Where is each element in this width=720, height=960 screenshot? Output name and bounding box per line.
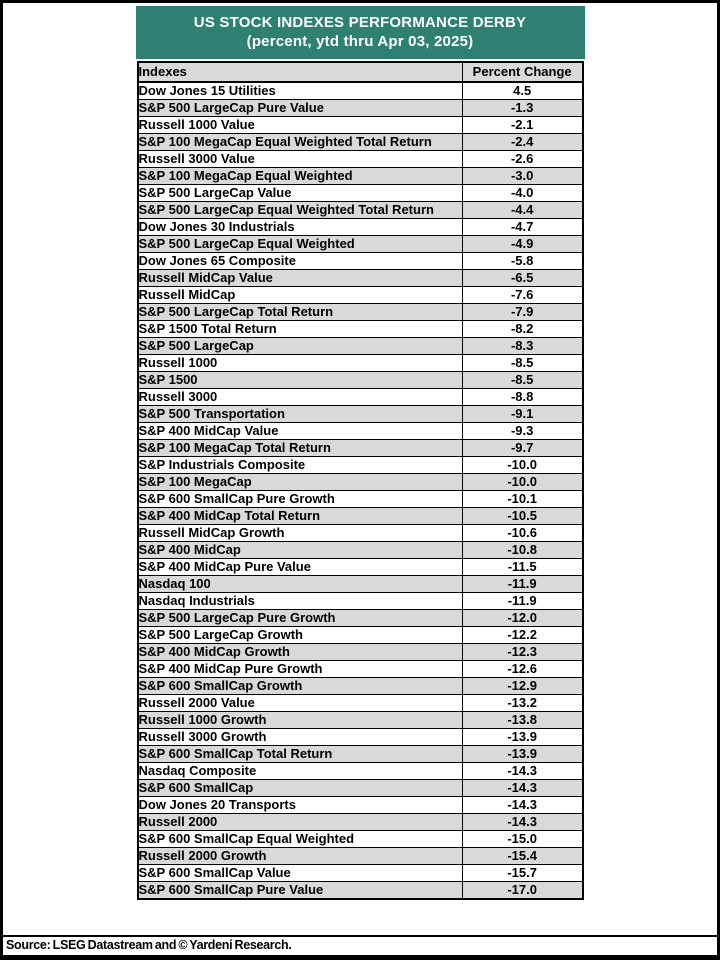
index-name-cell: S&P 500 LargeCap Equal Weighted Total Return xyxy=(138,202,463,219)
index-name-cell: S&P 1500 Total Return xyxy=(138,321,463,338)
table-row xyxy=(138,627,583,644)
table-row xyxy=(138,219,583,236)
table-row xyxy=(138,151,583,168)
percent-change-cell: -10.8 xyxy=(462,542,582,559)
index-name-cell: S&P 600 SmallCap Value xyxy=(138,865,463,882)
index-name-cell: S&P 500 Transportation xyxy=(138,406,463,423)
index-name-cell: S&P 1500 xyxy=(138,372,463,389)
index-name-cell: S&P 600 SmallCap xyxy=(138,780,463,797)
index-name-cell: Russell MidCap xyxy=(138,287,463,304)
table-row xyxy=(138,661,583,678)
table-row xyxy=(138,865,583,882)
percent-change-cell: -15.0 xyxy=(462,831,582,848)
table-row xyxy=(138,338,583,355)
page-subtitle: (percent, ytd thru Apr 03, 2025) xyxy=(246,33,474,50)
page-title: US STOCK INDEXES PERFORMANCE DERBY xyxy=(193,14,527,31)
table-row xyxy=(138,474,583,491)
percent-change-cell: -13.9 xyxy=(462,729,582,746)
index-name-cell: S&P 500 LargeCap Total Return xyxy=(138,304,463,321)
index-name-cell: S&P 400 MidCap Value xyxy=(138,423,463,440)
percent-change-cell: -2.6 xyxy=(462,151,582,168)
table-row xyxy=(138,270,583,287)
index-name-cell: Dow Jones 15 Utilities xyxy=(138,82,463,100)
percent-change-cell: -15.4 xyxy=(462,848,582,865)
source-note: Source: LSEG Datastream and © Yardeni Research. xyxy=(3,935,717,955)
index-name-cell: S&P 500 LargeCap Pure Value xyxy=(138,100,463,117)
table-row xyxy=(138,746,583,763)
table-row xyxy=(138,389,583,406)
index-name-cell: S&P 100 MegaCap Equal Weighted xyxy=(138,168,463,185)
percent-change-cell: -8.3 xyxy=(462,338,582,355)
index-name-cell: S&P Industrials Composite xyxy=(138,457,463,474)
percent-change-cell: -7.9 xyxy=(462,304,582,321)
table-row xyxy=(138,508,583,525)
percent-change-cell: -10.1 xyxy=(462,491,582,508)
index-name-cell: S&P 500 LargeCap Equal Weighted xyxy=(138,236,463,253)
index-name-cell: S&P 600 SmallCap Pure Value xyxy=(138,882,463,900)
percent-change-cell: -14.3 xyxy=(462,797,582,814)
table-row xyxy=(138,848,583,865)
index-name-cell: S&P 100 MegaCap Equal Weighted Total Return xyxy=(138,134,463,151)
table-row xyxy=(138,423,583,440)
index-name-cell: S&P 500 LargeCap xyxy=(138,338,463,355)
percent-change-cell: -12.2 xyxy=(462,627,582,644)
index-name-cell: S&P 500 LargeCap Pure Growth xyxy=(138,610,463,627)
table-row xyxy=(138,882,583,900)
percent-change-cell: -4.4 xyxy=(462,202,582,219)
table-row xyxy=(138,831,583,848)
table-row xyxy=(138,576,583,593)
index-name-cell: S&P 500 LargeCap Growth xyxy=(138,627,463,644)
percent-change-cell: -11.9 xyxy=(462,576,582,593)
percent-change-cell: -8.5 xyxy=(462,355,582,372)
percent-change-cell: -12.3 xyxy=(462,644,582,661)
percent-change-cell: -11.9 xyxy=(462,593,582,610)
table-header-row xyxy=(138,62,583,82)
index-name-cell: Dow Jones 30 Industrials xyxy=(138,219,463,236)
index-name-cell: Russell 2000 Growth xyxy=(138,848,463,865)
percent-change-cell: -5.8 xyxy=(462,253,582,270)
table-row xyxy=(138,729,583,746)
index-name-cell: S&P 600 SmallCap Growth xyxy=(138,678,463,695)
table-row xyxy=(138,440,583,457)
title-banner xyxy=(136,6,585,59)
table-row xyxy=(138,542,583,559)
percent-change-cell: -2.4 xyxy=(462,134,582,151)
table-row xyxy=(138,100,583,117)
index-name-cell: Russell 3000 Value xyxy=(138,151,463,168)
index-name-cell: Russell 1000 Value xyxy=(138,117,463,134)
table-row xyxy=(138,202,583,219)
index-table-container xyxy=(137,61,584,900)
percent-change-cell: -11.5 xyxy=(462,559,582,576)
table-row xyxy=(138,406,583,423)
table-row xyxy=(138,117,583,134)
table-row xyxy=(138,491,583,508)
percent-change-cell: -4.0 xyxy=(462,185,582,202)
index-name-cell: Dow Jones 20 Transports xyxy=(138,797,463,814)
index-name-cell: S&P 400 MidCap Pure Value xyxy=(138,559,463,576)
table-row xyxy=(138,695,583,712)
table-row xyxy=(138,236,583,253)
index-name-cell: S&P 600 SmallCap Total Return xyxy=(138,746,463,763)
index-name-cell: S&P 600 SmallCap Equal Weighted xyxy=(138,831,463,848)
table-row xyxy=(138,355,583,372)
index-table xyxy=(137,61,584,900)
percent-change-cell: -8.8 xyxy=(462,389,582,406)
index-name-cell: S&P 500 LargeCap Value xyxy=(138,185,463,202)
percent-change-cell: -9.1 xyxy=(462,406,582,423)
index-name-cell: Russell 3000 Growth xyxy=(138,729,463,746)
percent-change-cell: -12.0 xyxy=(462,610,582,627)
table-row xyxy=(138,610,583,627)
index-name-cell: Nasdaq 100 xyxy=(138,576,463,593)
table-row xyxy=(138,253,583,270)
table-row xyxy=(138,134,583,151)
index-name-cell: S&P 600 SmallCap Pure Growth xyxy=(138,491,463,508)
index-name-cell: Nasdaq Industrials xyxy=(138,593,463,610)
percent-change-cell: -4.9 xyxy=(462,236,582,253)
percent-change-cell: -2.1 xyxy=(462,117,582,134)
index-name-cell: S&P 400 MidCap Pure Growth xyxy=(138,661,463,678)
index-name-cell: Russell 1000 Growth xyxy=(138,712,463,729)
percent-change-cell: -14.3 xyxy=(462,780,582,797)
percent-change-cell: -10.5 xyxy=(462,508,582,525)
percent-change-cell: -13.2 xyxy=(462,695,582,712)
index-name-cell: Dow Jones 65 Composite xyxy=(138,253,463,270)
index-name-cell: Russell 1000 xyxy=(138,355,463,372)
percent-change-cell: -8.2 xyxy=(462,321,582,338)
percent-change-cell: -7.6 xyxy=(462,287,582,304)
percent-change-cell: -10.0 xyxy=(462,457,582,474)
index-name-cell: S&P 100 MegaCap xyxy=(138,474,463,491)
index-name-cell: Russell 2000 xyxy=(138,814,463,831)
percent-change-cell: -12.6 xyxy=(462,661,582,678)
percent-change-cell: 4.5 xyxy=(462,82,582,100)
percent-change-cell: -10.6 xyxy=(462,525,582,542)
index-name-cell: Russell MidCap Value xyxy=(138,270,463,287)
index-name-cell: Russell MidCap Growth xyxy=(138,525,463,542)
table-row xyxy=(138,525,583,542)
percent-change-cell: -3.0 xyxy=(462,168,582,185)
percent-change-cell: -13.8 xyxy=(462,712,582,729)
percent-change-cell: -14.3 xyxy=(462,814,582,831)
table-row xyxy=(138,712,583,729)
table-row xyxy=(138,287,583,304)
index-name-cell: S&P 400 MidCap Growth xyxy=(138,644,463,661)
percent-change-cell: -14.3 xyxy=(462,763,582,780)
percent-change-cell: -1.3 xyxy=(462,100,582,117)
column-header-percent-change: Percent Change xyxy=(462,62,582,82)
table-row xyxy=(138,593,583,610)
table-row xyxy=(138,185,583,202)
table-row xyxy=(138,372,583,389)
table-row xyxy=(138,82,583,100)
index-name-cell: S&P 400 MidCap xyxy=(138,542,463,559)
percent-change-cell: -6.5 xyxy=(462,270,582,287)
percent-change-cell: -10.0 xyxy=(462,474,582,491)
table-row xyxy=(138,304,583,321)
table-row xyxy=(138,457,583,474)
index-name-cell: Russell 3000 xyxy=(138,389,463,406)
index-name-cell: S&P 400 MidCap Total Return xyxy=(138,508,463,525)
table-row xyxy=(138,797,583,814)
percent-change-cell: -17.0 xyxy=(462,882,582,900)
table-row xyxy=(138,814,583,831)
index-table-body xyxy=(138,82,583,899)
percent-change-cell: -13.9 xyxy=(462,746,582,763)
percent-change-cell: -9.7 xyxy=(462,440,582,457)
percent-change-cell: -8.5 xyxy=(462,372,582,389)
column-header-indexes: Indexes xyxy=(138,62,463,82)
table-row xyxy=(138,644,583,661)
percent-change-cell: -4.7 xyxy=(462,219,582,236)
table-row xyxy=(138,763,583,780)
table-row xyxy=(138,168,583,185)
table-row xyxy=(138,780,583,797)
index-name-cell: Nasdaq Composite xyxy=(138,763,463,780)
percent-change-cell: -9.3 xyxy=(462,423,582,440)
index-name-cell: S&P 100 MegaCap Total Return xyxy=(138,440,463,457)
table-row xyxy=(138,321,583,338)
index-name-cell: Russell 2000 Value xyxy=(138,695,463,712)
table-row xyxy=(138,678,583,695)
percent-change-cell: -12.9 xyxy=(462,678,582,695)
percent-change-cell: -15.7 xyxy=(462,865,582,882)
table-row xyxy=(138,559,583,576)
